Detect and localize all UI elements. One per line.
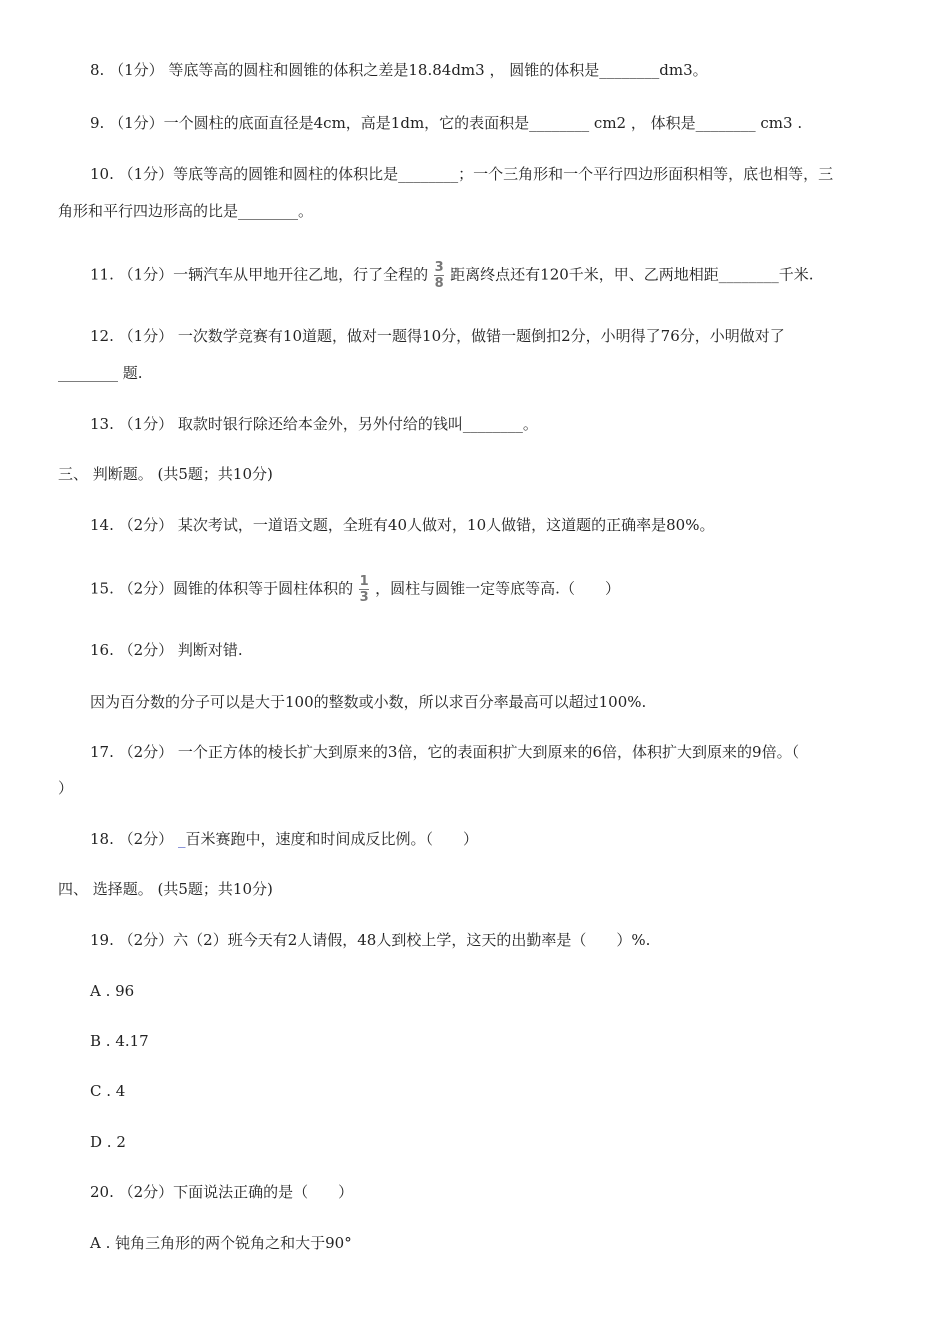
question-11-text-before: 11. （1分）一辆汽车从甲地开往乙地，行了全程的 — [90, 265, 429, 284]
question-18-text: 百米赛跑中，速度和时间成反比例。（ ） — [185, 830, 478, 848]
question-17-line1: 17. （2分） 一个正方体的棱长扩大到原来的3倍，它的表面积扩大到原来的6倍，体积扩大到原来的9倍。（ — [90, 743, 800, 761]
section-3-heading: 三、 判断题。 (共5题；共10分) — [58, 465, 273, 483]
question-18-prefix: 18. （2分） — [90, 830, 174, 848]
question-12-line1: 12. （1分） 一次数学竞赛有10道题，做对一题得10分，做错一题倒扣2分，小明得了76分，小明做对了 — [90, 327, 785, 345]
fraction-numerator: 3 — [434, 260, 444, 275]
section-4-heading: 四、 选择题。 (共5题；共10分) — [58, 880, 273, 898]
question-16-detail: 因为百分数的分子可以是大于100的整数或小数，所以求百分率最高可以超过100%. — [90, 693, 647, 711]
option-a: A . 96 — [90, 982, 135, 1000]
question-10-line2: 角形和平行四边形高的比是________。 — [58, 202, 314, 220]
option-c: C . 4 — [90, 1082, 126, 1100]
option-b: B . 4.17 — [90, 1032, 149, 1050]
question-17-line2: ） — [58, 779, 74, 797]
fraction-denominator: 3 — [359, 590, 369, 605]
question-15 — [90, 575, 620, 604]
question-15-text-before: 15. （2分）圆锥的体积等于圆柱体积的 — [90, 579, 354, 598]
question-18 — [90, 829, 478, 849]
question-11-text-after: 距离终点还有120千米，甲、乙两地相距________千米. — [450, 265, 814, 284]
question-11 — [90, 261, 814, 290]
fraction-denominator: 8 — [434, 276, 444, 291]
question-12-line2: ________ 题. — [58, 364, 143, 382]
question-10-line1: 10. （1分）等底等高的圆锥和圆柱的体积比是________；一个三角形和一个平行四边形面积相等，底也相等，三 — [90, 165, 834, 183]
fraction-three-eighths — [434, 261, 444, 290]
question-18-mark: _ — [177, 830, 186, 848]
question-15-text-after: ，圆柱与圆锥一定等底等高.（ ） — [375, 579, 620, 598]
question-16: 16. （2分） 判断对错. — [90, 641, 243, 659]
option-d: D . 2 — [90, 1133, 126, 1151]
question-20: 20. （2分）下面说法正确的是（ ） — [90, 1183, 354, 1201]
question-13: 13. （1分） 取款时银行除还给本金外，另外付给的钱叫________。 — [90, 415, 538, 433]
question-9: 9. （1分）一个圆柱的底面直径是4cm，高是1dm，它的表面积是________ cm2 ， 体积是________ cm3 . — [90, 114, 803, 132]
question-8: 8. （1分） 等底等高的圆柱和圆锥的体积之差是18.84dm3 ， 圆锥的体积是________dm3。 — [90, 61, 708, 79]
fraction-numerator: 1 — [359, 574, 369, 589]
question-19: 19. （2分）六（2）班今天有2人请假，48人到校上学，这天的出勤率是（ ）%. — [90, 931, 651, 949]
fraction-one-third — [359, 575, 369, 604]
question-14: 14. （2分） 某次考试，一道语文题，全班有40人做对，10人做错，这道题的正确率是80%。 — [90, 516, 715, 534]
question-20-option-a: A . 钝角三角形的两个锐角之和大于90° — [90, 1234, 352, 1252]
